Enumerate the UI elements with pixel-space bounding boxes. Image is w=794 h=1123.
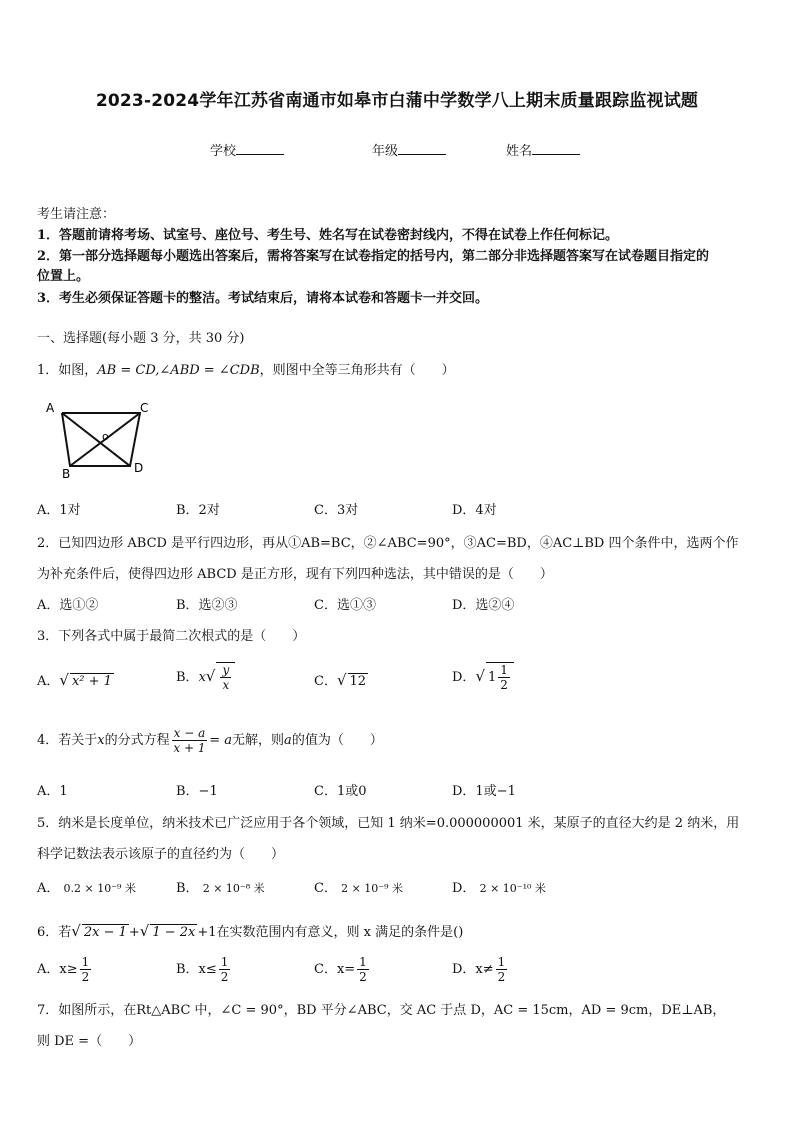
label-a: A [46,401,55,415]
question-2-line-1: 2．已知四边形 ABCD 是平行四边形，再从①AB=BC，②∠ABC=90°，③AC=BD，④AC⊥BD 四个条件中，选两个作 [37,536,739,551]
q6-option-d[interactable]: D．x≠ $\frac{1}{2}$ [452,955,506,984]
q3-option-b[interactable]: B．x√ $\frac{y}{x}$ [176,662,235,692]
q6-option-c[interactable]: C．x= $\frac{1}{2}$ [314,955,367,984]
q2-option-a[interactable]: A．选①② [37,598,99,613]
q1-option-c[interactable]: C．3对 [314,503,359,518]
grade-field[interactable]: 年级 [372,140,446,159]
q4-option-c[interactable]: C．1或0 [314,784,367,799]
section-heading: 一、选择题(每小题 3 分，共 30 分) [37,331,245,346]
school-field[interactable]: 学校 [210,140,284,159]
q1-option-b[interactable]: B．2对 [176,503,220,518]
q6-option-a[interactable]: A．x≥ $\frac{1}{2}$ [37,955,90,984]
q1-option-a[interactable]: A．1对 [37,503,81,518]
q6-option-b[interactable]: B．x≤ $\frac{1}{2}$ [176,955,229,984]
notice-item-1: 1．答题前请将考场、试室号、座位号、考生号、姓名写在试卷密封线内，不得在试卷上作任何标记。 [37,228,619,243]
label-o: o [102,430,109,443]
q4-option-b[interactable]: B．−1 [176,784,218,799]
question-3: 3．下列各式中属于最简二次根式的是（ ） [37,629,306,644]
notice-heading: 考生请注意： [37,207,116,222]
q5-option-b[interactable]: B． 2 × 10⁻⁸ 米 [176,881,265,896]
q5-option-c[interactable]: C． 2 × 10⁻⁹ 米 [314,881,404,896]
question-5-line-2: 科学记数法表示该原子的直径约为（ ） [37,847,285,862]
notice-item-2-cont: 位置上。 [37,269,90,284]
label-d: D [134,461,144,475]
label-c: C [140,401,149,415]
q3-option-d[interactable]: D．√ 1 $\frac{1}{2}$ [452,662,514,692]
q1-figure [40,398,160,480]
notice-item-2: 2．第一部分选择题每小题选出答案后，需将答案写在试卷指定的括号内，第二部分非选择题答案写在试卷题目指定的 [37,249,710,264]
page-title: 2023-2024学年江苏省南通市如皋市白蒲中学数学八上期末质量跟踪监视试题 [95,91,699,111]
q4-option-d[interactable]: D．1或−1 [452,784,516,799]
q2-option-b[interactable]: B．选②③ [176,598,238,613]
question-1: 1．如图，AB = CD,∠ABD = ∠CDB，则图中全等三角形共有（ ） [37,363,455,378]
q1-option-d[interactable]: D．4对 [452,503,497,518]
q3-option-c[interactable]: C．√ 12 [314,671,367,689]
q5-option-d[interactable]: D． 2 × 10⁻¹⁰ 米 [452,881,546,896]
q2-option-d[interactable]: D．选②④ [452,598,515,613]
name-field[interactable]: 姓名 [506,140,580,159]
question-6: 6．若√ 2x − 1 +√ 1 − 2x +1在实数范围内有意义，则 x 满足的条件是() [37,922,464,940]
question-7-line-2: 则 DE =（ ） [37,1034,142,1049]
question-4: 4．若关于x的分式方程 $\frac{x - a}{x + 1}$ = a无解，则a的值为（ ） [37,726,383,755]
question-7-line-1: 7．如图所示，在Rt△ABC 中，∠C = 90°，BD 平分∠ABC，交 AC 于点 D，AC = 15cm，AD = 9cm，DE⊥AB， [37,1003,726,1018]
notice-item-3: 3．考生必须保证答题卡的整洁。考试结束后，请将本试卷和答题卡一并交回。 [37,291,489,306]
q3-option-a[interactable]: A．√ x² + 1 [37,671,112,689]
question-2-line-2: 为补充条件后，使得四边形 ABCD 是正方形，现有下列四种选法，其中错误的是（ ） [37,567,553,582]
q2-option-c[interactable]: C．选①③ [314,598,376,613]
q5-option-a[interactable]: A． 0.2 × 10⁻⁹ 米 [37,881,136,896]
q4-option-a[interactable]: A．1 [37,784,68,799]
label-b: B [62,467,71,480]
question-5-line-1: 5．纳米是长度单位，纳米技术已广泛应用于各个领域，已知 1 纳米=0.000000001 米，某原子的直径大约是 2 纳米，用 [37,816,740,831]
